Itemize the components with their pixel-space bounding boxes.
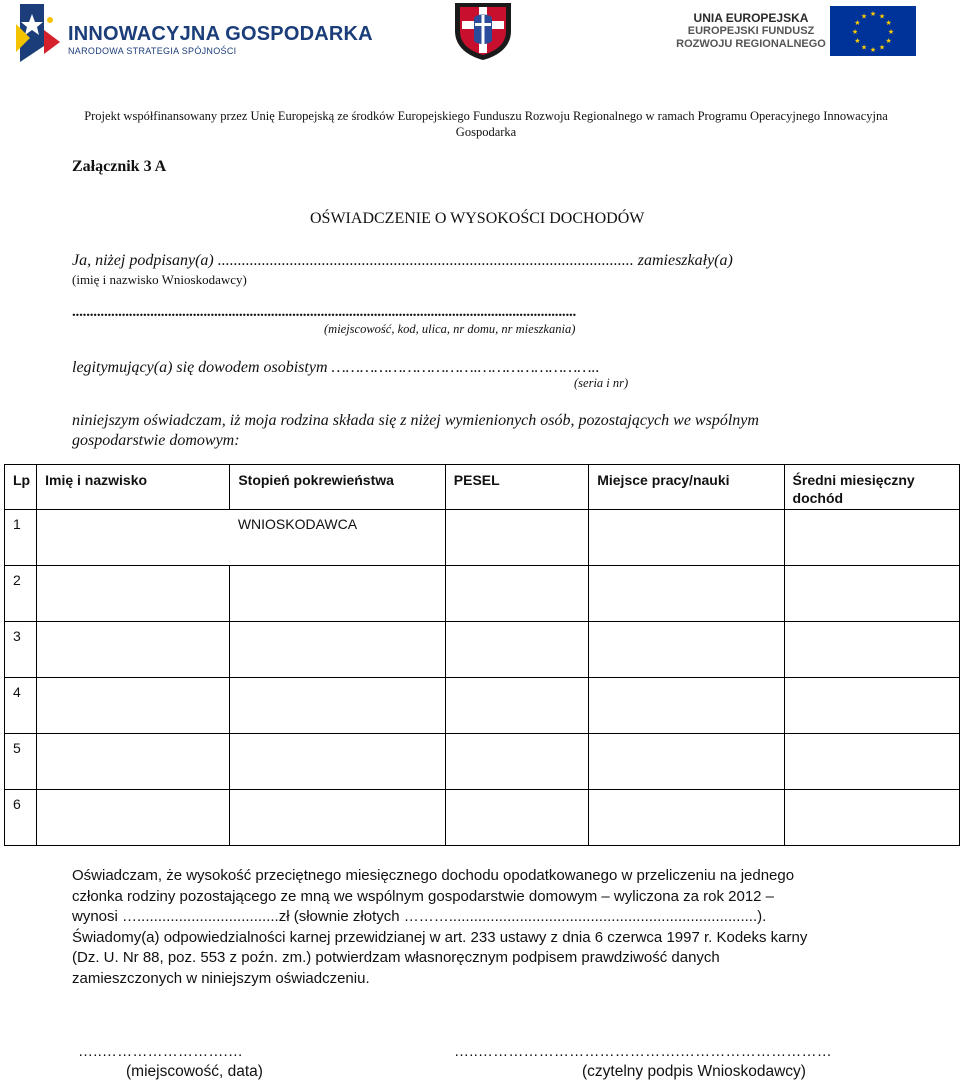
declaration-line6: zamieszczonych w niniejszym oświadczeniu. [72,969,370,987]
declarant-hint: (imię i nazwisko Wnioskodawcy) [72,272,247,287]
id-document-hint: (seria i nr) [574,376,629,390]
column-header: Miejsce pracy/nauki [589,465,784,510]
table-cell[interactable] [445,678,588,734]
table-cell[interactable] [589,678,784,734]
document-title: OŚWIADCZENIE O WYSOKOŚCI DOCHODÓW [310,210,645,227]
place-date-label: (miejscowość, data) [126,1063,263,1080]
place-date-dots[interactable]: …..…………………….… [78,1043,244,1060]
table-cell[interactable]: WNIOSKODAWCA [230,510,445,566]
svg-text:★: ★ [878,12,886,21]
table-header-row [5,465,960,510]
column-header: Stopień pokrewieństwa [230,465,445,510]
declaration-line4: Świadomy(a) odpowiedzialności karnej przewidzianej w art. 233 ustawy z dnia 6 czerwca 1997 r. Kodeks karny [72,928,808,946]
column-header: PESEL [445,465,588,510]
declaration-line3: wynosi …..................................zł (słownie złotych ………..........................................................................). [72,908,767,925]
table-cell: 6 [5,790,37,846]
coat-of-arms-emblem [452,1,514,61]
svg-text:★: ★ [854,19,861,27]
eu-logo-line3: ROZWOJU REGIONALNEGO [676,38,826,50]
table-cell[interactable] [589,622,784,678]
eu-logo-line1: UNIA EUROPEJSKA [693,11,809,25]
eu-logo-line2: EUROPEJSKI FUNDUSZ [687,25,815,37]
svg-text:★: ★ [860,12,868,21]
table-row [5,510,960,566]
table-cell[interactable] [589,734,784,790]
table-cell[interactable] [445,510,588,566]
table-cell[interactable] [230,622,445,678]
svg-text:★: ★ [887,28,895,36]
svg-text:★: ★ [860,43,868,52]
signature-label: (czytelny podpis Wnioskodawcy) [582,1063,806,1080]
eu-flag-icon [830,6,916,56]
table-cell: 2 [5,566,37,622]
innowacyjna-gospodarka-subtitle: NARODOWA STRATEGIA SPÓJNOŚCI [68,46,237,56]
id-document-line: legitymujący(a) się dowodem osobistym ………………………….…………………….. [72,359,600,376]
table-cell[interactable] [230,566,445,622]
column-header: Lp [5,465,37,510]
innowacyjna-gospodarka-star-icon [10,2,62,66]
table-cell[interactable] [37,678,230,734]
eu-logo-text [676,12,826,51]
svg-text:★: ★ [885,19,892,27]
table-cell[interactable] [37,622,230,678]
address-hint: (miejscowość, kod, ulica, nr domu, nr mieszkania) [324,322,576,336]
table-cell[interactable] [784,790,959,846]
table-row [5,566,960,622]
table-cell[interactable] [784,678,959,734]
table-cell: 5 [5,734,37,790]
declaration-line5: (Dz. U. Nr 88, poz. 553 z poźn. zm.) potwierdzam własnoręcznym podpisem prawdziwość danych [72,949,720,966]
address-line: .............................................................................................................................................. [72,304,577,320]
table-cell[interactable] [37,566,230,622]
table-cell[interactable] [784,734,959,790]
statement [72,411,759,451]
table-cell: 1 [5,510,37,566]
column-header: Imię i nazwisko [37,465,230,510]
declarant-line: Ja, niżej podpisany(a) ........................................................................................................ zamieszkały(a) [72,252,733,269]
table-cell: 3 [5,622,37,678]
eu-logo [676,6,920,60]
funding-note-line2: Gospodarka [455,125,517,139]
table-row [5,734,960,790]
table-cell[interactable] [445,622,588,678]
svg-text:★: ★ [869,46,877,54]
innowacyjna-gospodarka-logo [10,2,373,66]
table-cell[interactable] [37,510,230,566]
table-cell[interactable] [445,734,588,790]
svg-text:★: ★ [854,37,861,45]
signature-dots[interactable]: …..………………………………….………………………… [454,1043,832,1060]
table-cell[interactable] [230,790,445,846]
table-cell[interactable] [784,566,959,622]
table-cell[interactable] [589,510,784,566]
table-row [5,790,960,846]
table-cell[interactable] [784,622,959,678]
table-row [5,622,960,678]
table-cell[interactable] [589,790,784,846]
funding-note [20,108,952,140]
table-cell[interactable] [230,734,445,790]
svg-text:★: ★ [885,37,892,45]
table-cell[interactable] [445,566,588,622]
income-declaration [72,866,952,989]
coat-of-arms-icon [452,1,514,61]
svg-text:★: ★ [851,28,859,36]
table-cell[interactable] [230,678,445,734]
declaration-line2: członka rodziny pozostającego ze mną we wspólnym gospodarstwie domowym – wyliczona za rok 2012 – [72,887,775,905]
table-cell[interactable] [784,510,959,566]
attachment-label: Załącznik 3 A [72,158,167,175]
svg-text:★: ★ [869,10,877,18]
table-cell[interactable] [37,790,230,846]
svg-text:★: ★ [878,43,886,52]
funding-note-line1: Projekt współfinansowany przez Unię Europejską ze środków Europejskiego Funduszu Rozwoju Regionalnego w ramach Programu Operacyjnego Innowacyjna [84,109,888,123]
table-cell[interactable] [37,734,230,790]
table-cell: 4 [5,678,37,734]
table-cell[interactable] [589,566,784,622]
household-members-table [4,464,960,846]
innowacyjna-gospodarka-title: INNOWACYJNA GOSPODARKA [68,23,373,45]
table-row [5,678,960,734]
table-cell[interactable] [445,790,588,846]
statement-line1: niniejszym oświadczam, iż moja rodzina składa się z niżej wymienionych osób, pozostających we wspólnym [72,412,759,429]
declaration-line1: Oświadczam, że wysokość przeciętnego miesięcznego dochodu opodatkowanego w przeliczeniu na jednego [72,867,795,884]
statement-line2: gospodarstwie domowym: [72,432,240,449]
column-header: Średni miesięczny dochód [784,465,959,510]
